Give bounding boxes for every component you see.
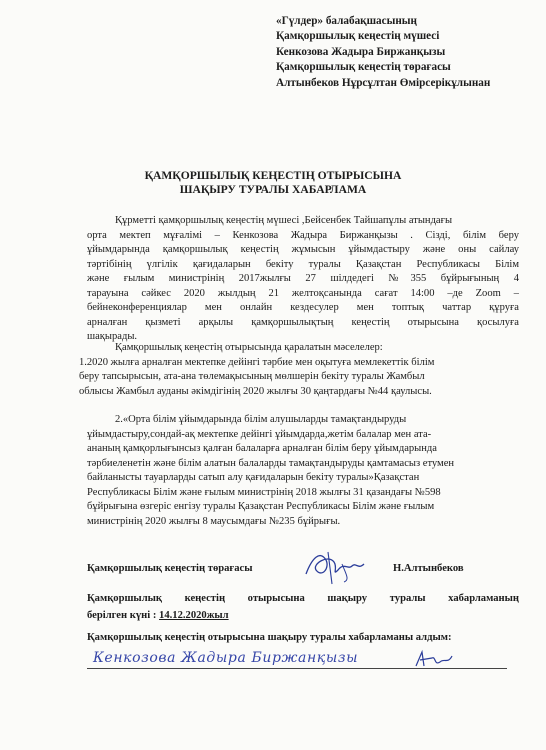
- notice-issued-line2: [87, 607, 519, 624]
- header-line: «Гүлдер» балабақшасының: [276, 15, 417, 27]
- paragraph-line: министрінің 2020 жылғы 8 маусымдағы №235 бұйрығы.: [87, 515, 341, 527]
- handwritten-recipient-name: Кенкозова Жадыра Биржанқызы: [93, 650, 359, 666]
- paragraph-line: тарауына сәйкес 2020 жылдың 21 желтоқсанында сағат 14:00 –де Zoom –: [87, 287, 519, 299]
- invitation-paragraph: [87, 214, 519, 345]
- document-title: [0, 169, 546, 197]
- chairman-signature: [298, 540, 378, 590]
- issued-date-label: берілген күні :: [87, 610, 160, 621]
- header-line: Алтынбеков Нұрсұлтан Өмірсерікұлынан: [276, 76, 491, 89]
- paragraph-line: 2.«Орта білім ұйымдарында білім алушыларды тамақтандыруды: [115, 414, 407, 425]
- paragraph-line: арналған қызметі арқылы қамқоршылықтың кеңестің отырысына қосылуға: [87, 316, 519, 328]
- recipient-signature: [410, 648, 460, 672]
- paragraph-line: ұйымдарында қамқоршылық кеңестің жұмысын ұйымдастыру және оны сайлау: [87, 244, 519, 255]
- addressee-block: [276, 14, 538, 91]
- paragraph-line: ұйымдастыру,сондай-ақ мектепке дейінгі ұйымдарда,жетім балалар мен ата-: [87, 428, 432, 440]
- paragraph-line: тәртiбiнiң үлгiлiк қағидаларын бекіту туралы Қазақстан Республикасы Бiлiм: [87, 258, 519, 270]
- paragraph-line: бейнеконференциялар мен онлайн кездесулер мен топтық чаттар құруға: [87, 302, 519, 313]
- signatory-role: Қамқоршылық кеңестің төрағасы: [87, 563, 253, 574]
- signatory-name: Н.Алтынбеков: [393, 563, 464, 574]
- agenda-item-2: [87, 413, 519, 529]
- header-line: Қамқоршылық кеңестің мүшесі: [276, 30, 440, 43]
- notice-issued-label: Қамқоршылық кеңестің отырысына шақыру туралы хабарламаның: [87, 593, 519, 604]
- header-line: Кенкозова Жадыра Биржанқызы: [276, 45, 446, 58]
- notice-issued-date: [87, 590, 519, 624]
- paragraph-line: тәрбиеленетін және білім алатын балаларды тамақтандыруды қамтамасыз етумен: [87, 457, 455, 469]
- title-line: ҚАМҚОРШЫЛЫҚ КЕҢЕСТІҢ ОТЫРЫСЫНА: [144, 169, 402, 182]
- paragraph-line: Құрметті қамқоршылық кеңестің мүшесі ,Бейсенбек Тайшапұлы атындағы: [115, 215, 453, 226]
- paragraph-line: Республикасы Білім және ғылым министрінің 2018 жылғы 31 қазандағы №598: [87, 486, 441, 498]
- agenda-paragraph: [79, 341, 519, 399]
- paragraph-line: шақырады.: [87, 331, 138, 342]
- header-line: Қамқоршылық кеңестің төрағасы: [276, 61, 451, 74]
- paragraph-line: 1.2020 жылға арналған мектепке дейінгі тәрбие мен оқытуға мемлекеттік білім: [79, 356, 435, 368]
- paragraph-line: Қамқоршылық кеңестің отырысында қаралатын мәселелер:: [115, 342, 383, 353]
- paragraph-line: ананың қамқорлығынсыз қалған балаларға арналған білім беру ұйымдарында: [87, 443, 437, 454]
- paragraph-line: байланысты тауарларды сатып алу қағидаларын бекіту туралы»Қазақстан: [87, 472, 420, 483]
- paragraph-line: және ғылым министрiнiң 2017жылғы 27 шiлдедегi №355 бұйрығының 4: [87, 273, 519, 284]
- paragraph-line: беру тапсырысын, ата-ана төлемақысының мөлшерін бекіту туралы Жамбыл: [79, 371, 425, 382]
- paragraph-line: бұйрығына өзгеріс енгізу туралы Қазақстан Республикасы Білім және ғылым: [87, 501, 435, 512]
- receipt-label: Қамқоршылық кеңестің отырысына шақыру туралы хабарламаны алдым:: [87, 632, 452, 643]
- title-line: ШАҚЫРУ ТУРАЛЫ ХАБАРЛАМА: [179, 183, 367, 196]
- paragraph-line: орта мектеп мұғалімі – Кенкозова Жадыра Биржанқызы . Сіздi, бiлiм беру: [87, 229, 519, 241]
- issued-date-value: 14.12.2020жыл: [159, 610, 229, 621]
- receipt-handwriting: [90, 648, 510, 674]
- paragraph-line: облысы Жамбыл ауданы әкімдігінің 2020 жылғы 30 қаңтардағы №44 қаулысы.: [79, 385, 432, 397]
